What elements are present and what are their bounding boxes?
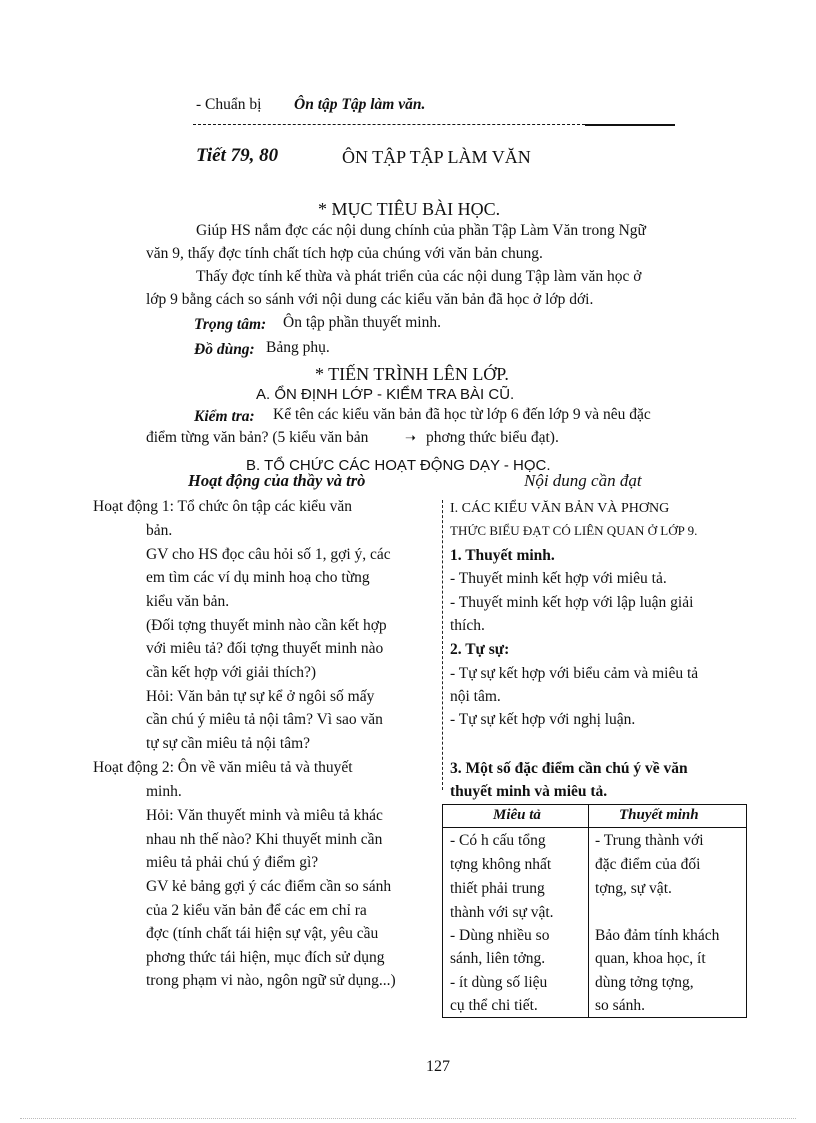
goals-p2-line2: lớp 9 bằng cách so sánh với nội dung các kiểu văn bản đã học ở lớp dới. [146,291,594,308]
left-text-line: đợc (tính chất tái hiện sự vật, yêu cầu [146,925,379,942]
separator-solid [585,124,675,126]
check-line2-b: phơng thức biểu đạt). [426,429,559,446]
left-text-line: trong phạm vi nào, ngôn ngữ sử dụng...) [146,972,396,989]
check-line1: Kể tên các kiểu văn bản đã học từ lớp 6 đến lớp 9 và nêu đặc [273,406,651,423]
goals-p2-line1: Thấy đợc tính kế thừa và phát triển của các nội dung Tập làm văn học ở [196,268,642,285]
table-cell: thành với sự vật. [450,904,554,921]
right-text-line: - Tự sự kết hợp với biểu cảm và miêu tả [450,665,699,682]
activity-2-line2: minh. [146,783,182,800]
right-text-line: nội tâm. [450,688,501,705]
table-cell: - Dùng nhiều so [450,927,550,944]
process-heading: * TIẾN TRÌNH LÊN LỚP. [315,364,509,384]
right-text-line: - Thuyết minh kết hợp với lập luận giải [450,594,694,611]
table-cell: cụ thể chi tiết. [450,997,538,1014]
left-text-line: GV kẻ bảng gợi ý các điểm cần so sánh [146,878,392,895]
prep-label: - Chuẩn bị [196,96,262,113]
table-cell: tợng không nhất [450,856,552,873]
goals-heading: * MỤC TIÊU BÀI HỌC. [318,199,501,219]
left-text-line: của 2 kiểu văn bản để các em chỉ ra [146,902,367,919]
separator-dashed [193,124,585,125]
table-cell: thiết phải trung [450,880,545,897]
check-line2-a: điểm từng văn bản? (5 kiểu văn bản [146,429,369,446]
tools-text: Bảng phụ. [266,339,330,356]
lesson-title: ÔN TẬP TẬP LÀM VĂN [342,147,531,167]
activity-2-line1: Hoạt động 2: Ôn về văn miêu tả và thuyết [93,759,353,776]
heading-narrative: 2. Tự sự: [450,641,510,658]
section-a-heading: A. ỔN ĐỊNH LỚP - KIỂM TRA BÀI CŨ. [256,386,515,403]
left-text-line: em tìm các ví dụ minh hoạ cho từng [146,569,370,586]
prep-title: Ôn tập Tập làm văn. [294,96,426,113]
table-cell: - ít dùng số liệu [450,974,548,991]
table-cell: Bảo đảm tính khách [595,927,720,944]
focus-text: Ôn tập phần thuyết minh. [283,314,441,331]
column-divider [442,500,443,790]
arrow-right-icon: ➝ [405,430,416,445]
right-text-line: thích. [450,617,485,634]
table-cell: - Trung thành với [595,832,704,849]
left-text-line: kiểu văn bản. [146,593,230,610]
left-column-header: Hoạt động của thầy và trò [188,471,366,490]
heading-features-line1: 3. Một số đặc điểm cần chú ý về văn [450,760,688,777]
heading-features-line2: thuyết minh và miêu tả. [450,783,608,800]
left-text-line: (Đối tợng thuyết minh nào cần kết hợp [146,617,387,634]
section-1-line1: I. CÁC KIỂU VĂN BẢN VÀ PHƠNG [450,501,670,516]
section-b-heading: B. TỔ CHỨC CÁC HOẠT ĐỘNG DẠY - HỌC. [246,457,551,474]
table-cell: quan, khoa học, ít [595,950,706,967]
right-text-line: - Thuyết minh kết hợp với miêu tả. [450,570,667,587]
table-cell: so sánh. [595,997,645,1014]
section-1-line2: THỨC BIỂU ĐẠT CÓ LIÊN QUAN Ở LỚP 9. [450,523,698,538]
table-cell: dùng tởng tợng, [595,974,694,991]
table-cell: đặc điểm của đối [595,856,701,873]
focus-label: Trọng tâm: [194,316,267,333]
page-number: 127 [426,1058,450,1075]
lesson-number: Tiết 79, 80 [196,145,279,166]
left-text-line: nhau nh thế nào? Khi thuyết minh cần [146,831,383,848]
left-text-line: phơng thức tái hiện, mục đích sử dụng [146,949,385,966]
table-cell: sánh, liên tởng. [450,950,546,967]
left-text-line: Hỏi: Văn thuyết minh và miêu tả khác [146,807,383,824]
left-text-line: cần chú ý miêu tả nội tâm? Vì sao văn [146,711,383,728]
left-text-line: với miêu tả? đối tợng thuyết minh nào [146,640,384,657]
table-cell: - Có h cấu tổng [450,832,546,849]
activity-1-line2: bản. [146,522,173,539]
left-text-line: GV cho HS đọc câu hỏi số 1, gợi ý, các [146,546,391,563]
left-text-line: miêu tả phải chú ý điểm gì? [146,854,319,871]
right-text-line: - Tự sự kết hợp với nghị luận. [450,711,636,728]
page-bottom-border [20,1118,796,1119]
table-header-description: Miêu tả [493,807,541,823]
left-text-line: tự sự cần miêu tả nội tâm? [146,735,311,752]
comparison-table [442,804,747,1018]
left-text-line: cần kết hợp với giải thích?) [146,664,317,681]
heading-explanation: 1. Thuyết minh. [450,547,555,564]
table-cell: tợng, sự vật. [595,880,672,897]
tools-label: Đồ dùng: [194,341,255,358]
check-label: Kiểm tra: [194,408,255,425]
goals-p1-line1: Giúp HS nắm đợc các nội dung chính của phần Tập Làm Văn trong Ngữ [196,222,646,239]
activity-1-line1: Hoạt động 1: Tổ chức ôn tập các kiểu văn [93,498,353,515]
left-text-line: Hỏi: Văn bản tự sự kể ở ngôi số mấy [146,688,375,705]
goals-p1-line2: văn 9, thấy đợc tính chất tích hợp của chúng với văn bản chung. [146,245,543,262]
table-header-explanation: Thuyết minh [619,807,699,823]
right-column-header: Nội dung cần đạt [524,471,642,490]
